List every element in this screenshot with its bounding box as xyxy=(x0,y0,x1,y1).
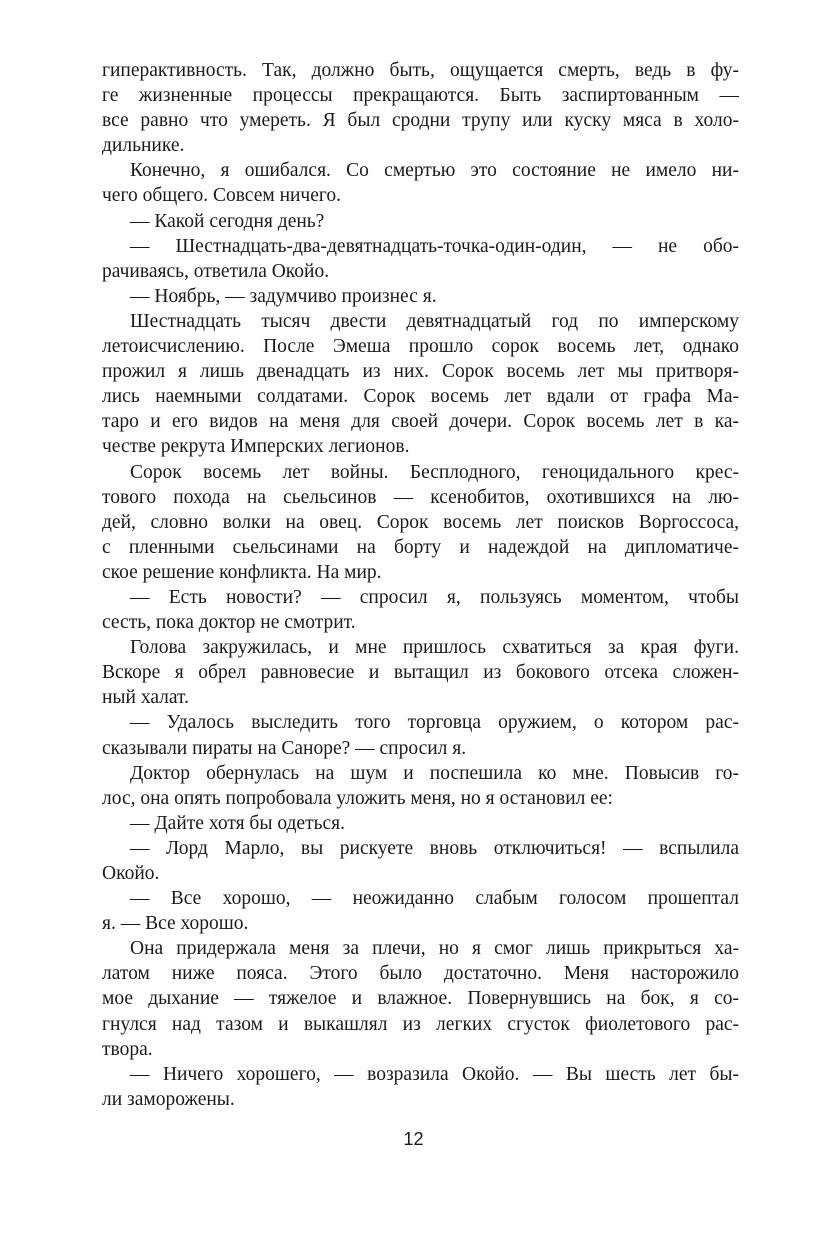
text-line: мое дыхание — тяжелое и влажное. Повернувшись на бок, я со- xyxy=(102,988,739,1010)
text-line: — Какой сегодня день? xyxy=(130,210,325,232)
text-line: честве рекрута Имперских легионов. xyxy=(102,436,410,458)
text-line: Окойо. xyxy=(102,863,160,884)
text-line: чего общего. Совсем ничего. xyxy=(102,185,342,207)
text-line: — Есть новости? — спросил я, пользуясь моментом, чтобы xyxy=(130,586,739,608)
text-line: прожил я лишь двенадцать из них. Сорок восемь лет мы притворя- xyxy=(102,361,739,383)
text-line: таро и его видов на меня для своей дочери. Сорок восемь лет в ка- xyxy=(102,411,739,433)
text-line: Вскоре я обрел равновесие и вытащил из бокового отсека сложен- xyxy=(102,662,739,684)
text-line: дей, словно волки на овец. Сорок восемь лет поисков Воргоссоса, xyxy=(102,511,739,533)
text-line: Доктор обернулась на шум и поспешила ко мне. Повысив го- xyxy=(130,762,739,784)
body-text xyxy=(102,58,739,1112)
text-line: гнулся над тазом и выкашлял из легких сгусток фиолетового рас- xyxy=(102,1013,739,1035)
text-line: — Дайте хотя бы одеться. xyxy=(130,812,346,834)
text-line: — Удалось выследить того торговца оружием, о котором рас- xyxy=(130,712,739,734)
text-line: лись наемными солдатами. Сорок восемь лет вдали от графа Ма- xyxy=(102,386,739,408)
text-line: ли заморожены. xyxy=(102,1088,235,1110)
text-line: Конечно, я ошибался. Со смертью это состояние не имело ни- xyxy=(130,160,739,182)
text-line: сказывали пираты на Саноре? — спросил я. xyxy=(102,737,467,759)
text-line: гиперактивность. Так, должно быть, ощущается смерть, ведь в фу- xyxy=(102,60,739,81)
text-line: все равно что умереть. Я был сродни трупу или куску мяса в холо- xyxy=(102,110,739,132)
text-line: сесть, пока доктор не смотрит. xyxy=(102,612,356,634)
text-line: ское решение конфликта. На мир. xyxy=(102,561,382,583)
text-line: с пленными сьельсинами на борту и надеждой на дипломатиче- xyxy=(102,536,739,558)
text-line: — Все хорошо, — неожиданно слабым голосом прошептал xyxy=(130,888,739,910)
text-line: Сорок восемь лет войны. Бесплодного, геноцидального крес- xyxy=(130,461,739,483)
text-line: летоисчислению. После Эмеша прошло сорок восемь лет, однако xyxy=(102,336,739,358)
text-line: тового похода на сьельсинов — ксенобитов, охотившихся на лю- xyxy=(102,486,739,508)
text-line: дильнике. xyxy=(102,135,185,157)
text-line: ге жизненные процессы прекращаются. Быть заспиртованным — xyxy=(102,85,739,107)
text-line: ный халат. xyxy=(102,687,189,709)
text-line: Голова закружилась, и мне пришлось схватиться за края фуги. xyxy=(130,637,739,659)
text-line: — Ничего хорошего, — возразила Окойо. — Вы шесть лет бы- xyxy=(130,1063,739,1085)
text-line: Шестнадцать тысяч двести девятнадцатый год по имперскому xyxy=(130,310,739,332)
text-line: — Шестнадцать-два-девятнадцать-точка-один-один, — не обо- xyxy=(130,235,739,257)
text-line: лос, она опять попробовала уложить меня, но я остановил ее: xyxy=(102,787,613,809)
text-line: рачиваясь, ответила Окойо. xyxy=(102,260,330,282)
text-line: твора. xyxy=(102,1038,153,1060)
text-line: — Лорд Марло, вы рискуете вновь отключиться! — вспылила xyxy=(130,837,739,859)
text-line: — Ноябрь, — задумчиво произнес я. xyxy=(130,285,437,307)
text-line: я. — Все хорошо. xyxy=(102,913,249,935)
text-line: латом ниже пояса. Этого было достаточно. Меня насторожило xyxy=(102,963,739,985)
page-number: 12 xyxy=(403,1129,424,1149)
text-line: Она придержала меня за плечи, но я смог лишь прикрыться ха- xyxy=(130,938,739,960)
